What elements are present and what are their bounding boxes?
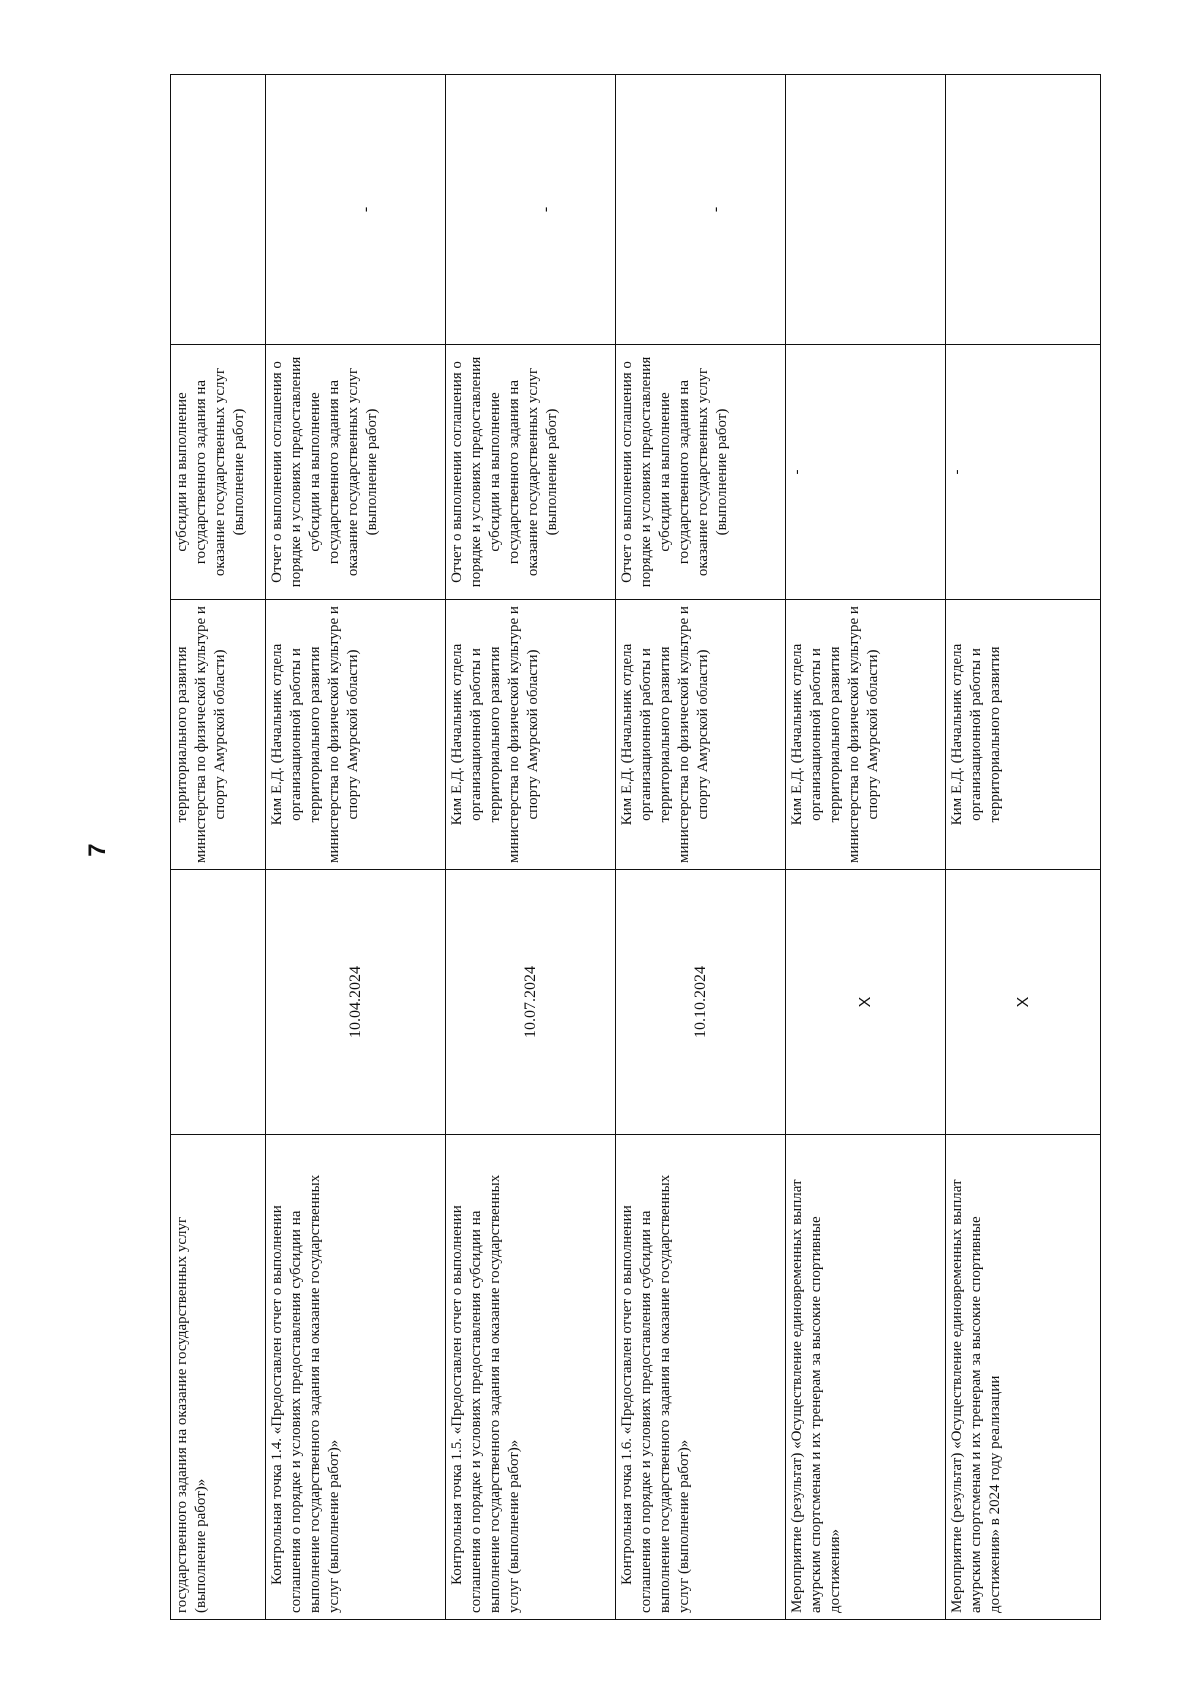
- cell-name-text: Контрольная точка 1.5. «Предоставлен отчет о выполнении соглашения о порядке и условиях предоставления субсидии на выполнение государственного задания на оказание государственных услуг (выполнение работ)»: [449, 1174, 522, 1613]
- cell-extra: [786, 75, 946, 345]
- cell-name: государственного задания на оказание государственных услуг (выполнение работ)»: [171, 1135, 266, 1620]
- cell-extra: [171, 75, 266, 345]
- control-points-table: [170, 74, 1101, 1620]
- cell-name-text: Контрольная точка 1.6. «Предоставлен отчет о выполнении соглашения о порядке и условиях предоставления субсидии на выполнение государственного задания на оказание государственных услуг (выполнение работ)»: [619, 1174, 692, 1613]
- cell-responsible: Ким Е.Д. (Начальник отдела организационной работы и территориального развития министерства по физической культуре и спорту Амурской области): [786, 600, 946, 870]
- cell-date: X: [946, 870, 1101, 1135]
- cell-document: -: [786, 345, 946, 600]
- cell-date: 10.07.2024: [446, 870, 616, 1135]
- cell-extra: [946, 75, 1101, 345]
- cell-responsible: Ким Е.Д. (Начальник отдела организационной работы и территориального развития министерства по физической культуре и спорту Амурской области): [616, 600, 786, 870]
- table-row: [266, 75, 446, 1620]
- cell-responsible: Ким Е.Д. (Начальник отдела организационной работы и территориального развития: [946, 600, 1101, 870]
- cell-name: [616, 1135, 786, 1620]
- table-row: [616, 75, 786, 1620]
- cell-document: Отчет о выполнении соглашения о порядке и условиях предоставления субсидии на выполнение государственного задания на оказание государственных услуг (выполнение работ): [616, 345, 786, 600]
- cell-date: X: [786, 870, 946, 1135]
- cell-document: субсидии на выполнение государственного задания на оказание государственных услуг (выполнение работ): [171, 345, 266, 600]
- cell-name: [266, 1135, 446, 1620]
- cell-name-text: Контрольная точка 1.4. «Предоставлен отчет о выполнении соглашения о порядке и условиях предоставления субсидии на выполнение государственного задания на оказание государственных услуг (выполнение работ)»: [269, 1174, 342, 1613]
- cell-responsible: территориального развития министерства по физической культуре и спорту Амурской области): [171, 600, 266, 870]
- cell-extra: -: [616, 75, 786, 345]
- cell-responsible: Ким Е.Д. (Начальник отдела организационной работы и территориального развития министерства по физической культуре и спорту Амурской области): [446, 600, 616, 870]
- cell-extra: -: [446, 75, 616, 345]
- page-number: 7: [84, 843, 111, 857]
- cell-extra: -: [266, 75, 446, 345]
- cell-document: Отчет о выполнении соглашения о порядке и условиях предоставления субсидии на выполнение государственного задания на оказание государственных услуг (выполнение работ): [446, 345, 616, 600]
- cell-date: 10.04.2024: [266, 870, 446, 1135]
- cell-name: Мероприятие (результат) «Осуществление единовременных выплат амурским спортсменам и их тренерам за высокие спортивные достижения»: [786, 1135, 946, 1620]
- cell-document: -: [946, 345, 1101, 600]
- cell-name: [446, 1135, 616, 1620]
- cell-date: [171, 870, 266, 1135]
- rotated-table-frame: [170, 75, 1100, 1620]
- cell-responsible: Ким Е.Д. (Начальник отдела организационной работы и территориального развития министерства по физической культуре и спорту Амурской области): [266, 600, 446, 870]
- cell-document: Отчет о выполнении соглашения о порядке и условиях предоставления субсидии на выполнение государственного задания на оказание государственных услуг (выполнение работ): [266, 345, 446, 600]
- table-row: [171, 75, 266, 1620]
- cell-date: 10.10.2024: [616, 870, 786, 1135]
- table-row: [446, 75, 616, 1620]
- table-row: [786, 75, 946, 1620]
- table-row: [946, 75, 1101, 1620]
- cell-name: Мероприятие (результат) «Осуществление единовременных выплат амурским спортсменам и их тренерам за высокие спортивные достижения» в 2024 году реализации: [946, 1135, 1101, 1620]
